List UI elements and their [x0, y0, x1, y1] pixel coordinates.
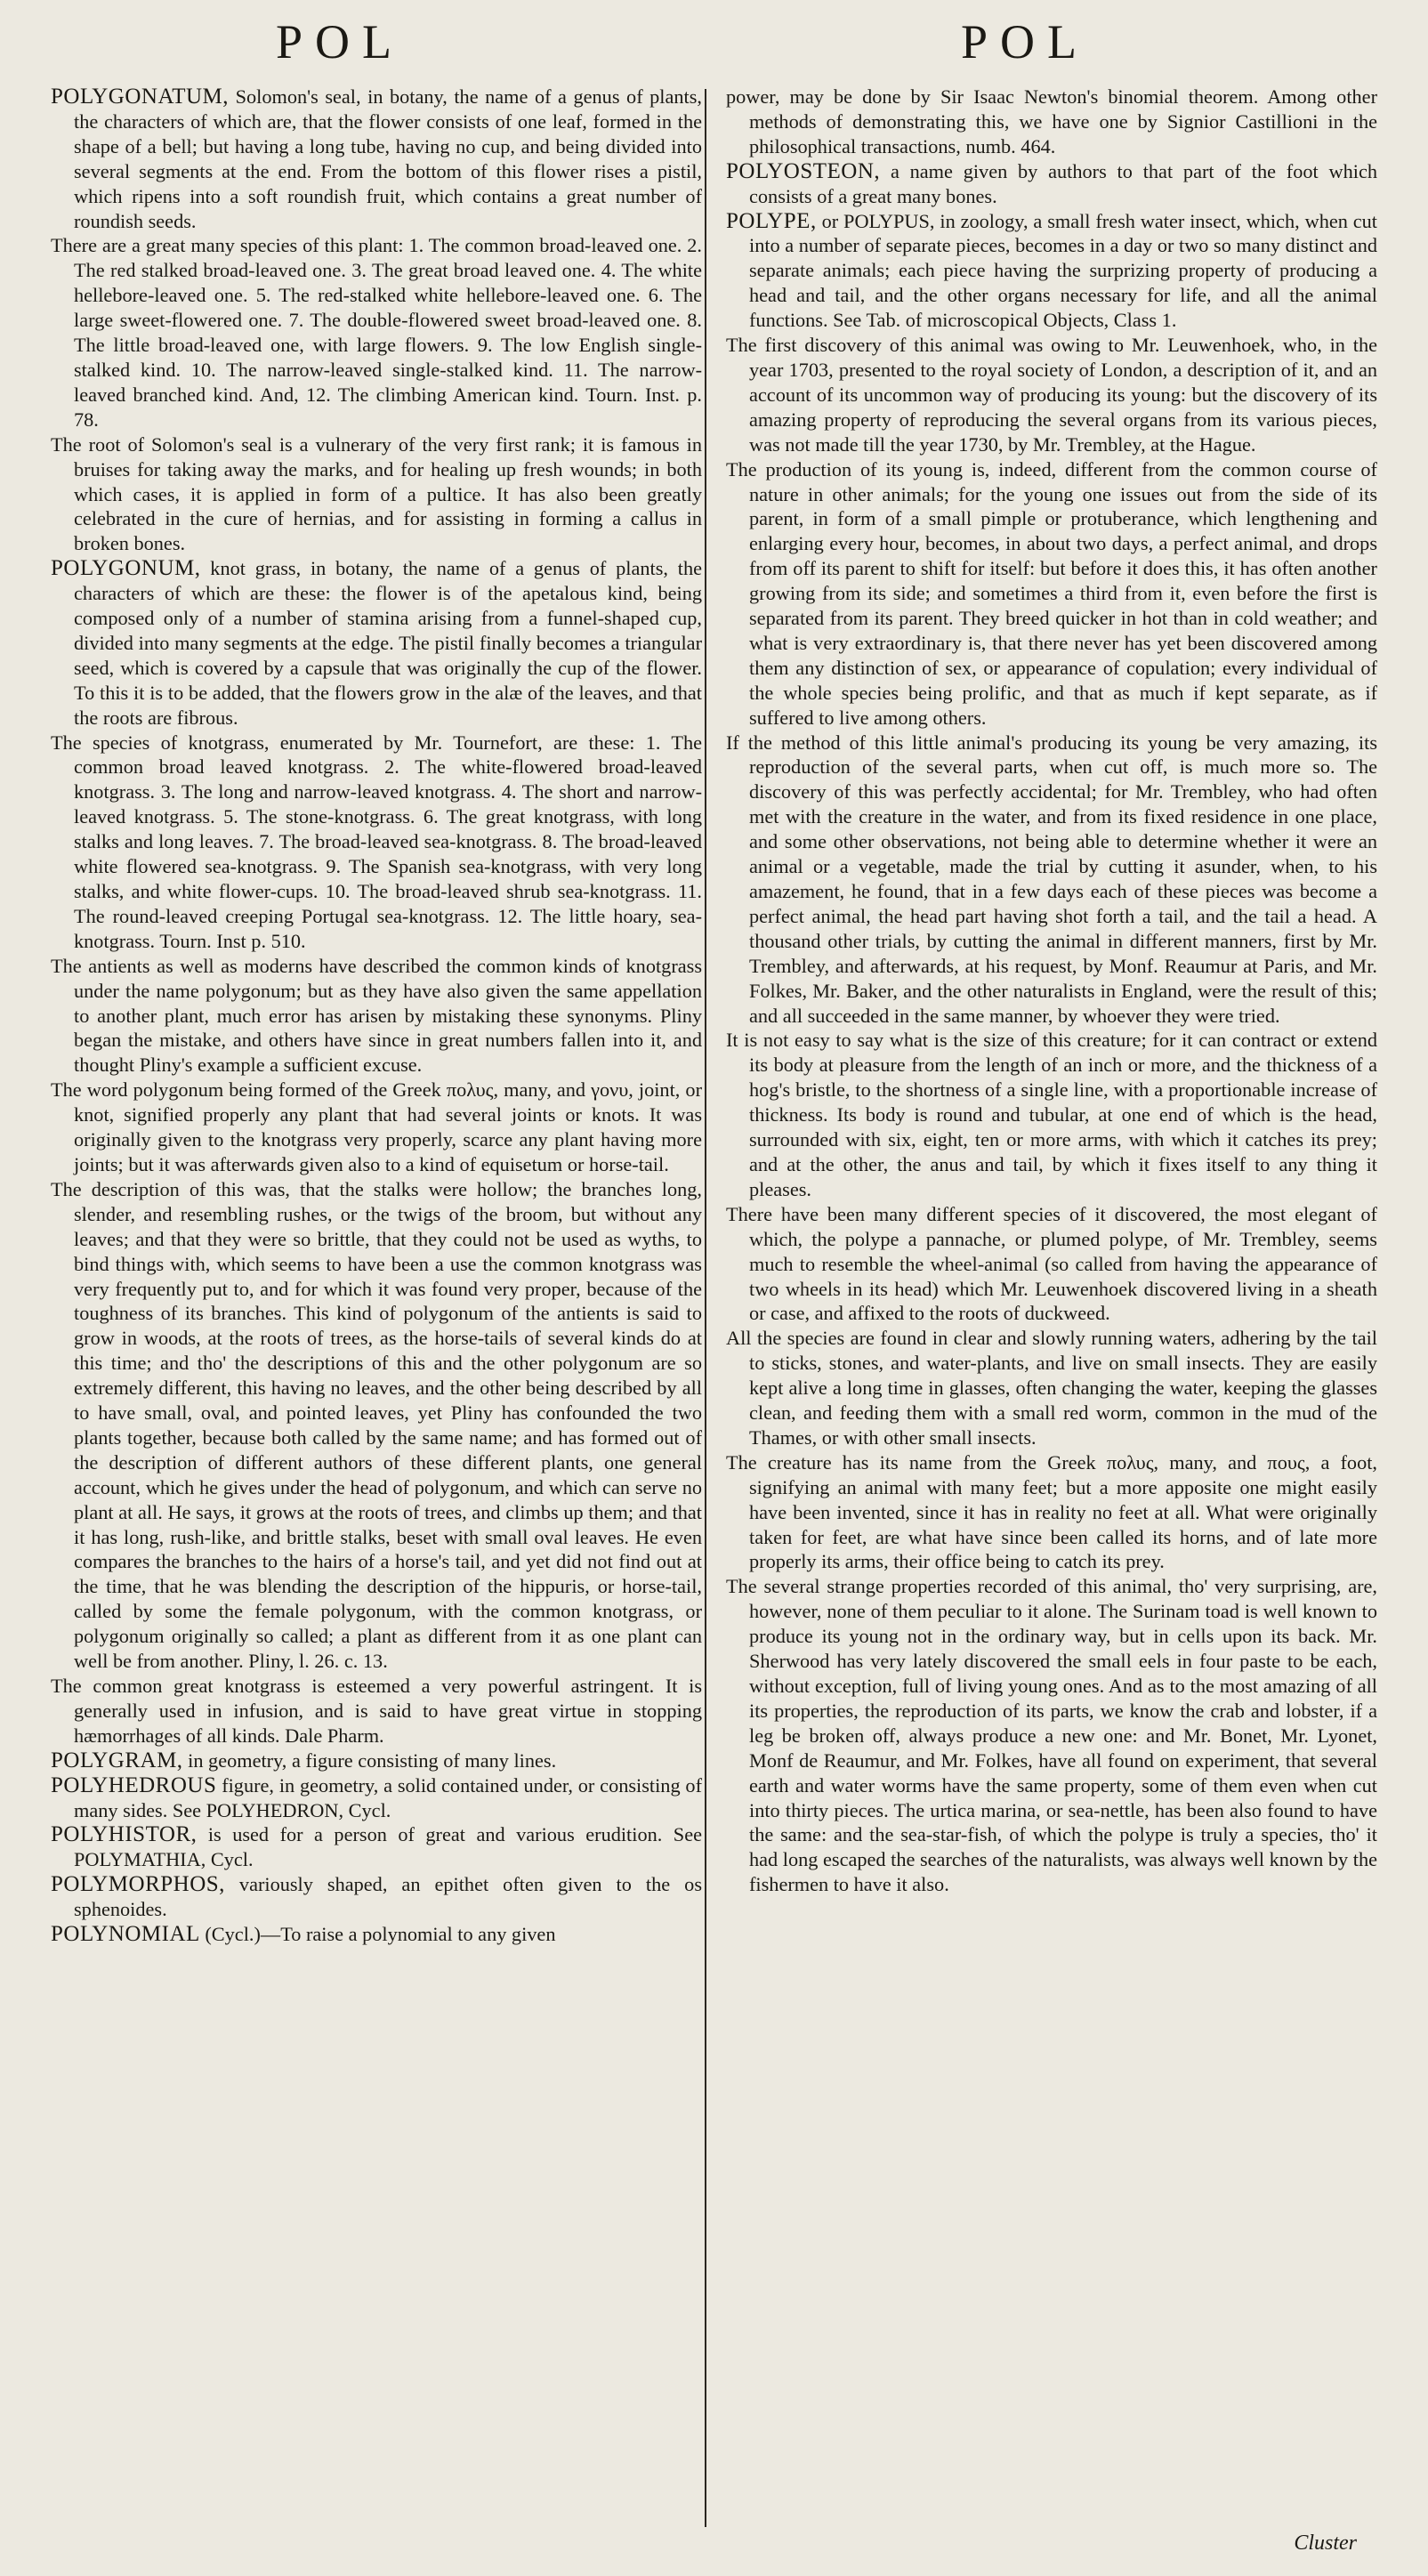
right-column [726, 85, 1377, 1897]
entry-text: The antients as well as moderns have described the common kinds of knotgrass under the name polygonum; but as they have also given the same appellation to another plant, much error has arisen by mistaking these synonyms. Pliny began the mistake, and others have since in great numbers fallen into it, and thought Pliny's example a sufficient excuse. [51, 954, 702, 1077]
entry-paragraph [726, 731, 1377, 1029]
entry-text: It is not easy to say what is the size of this creature; for it can contract or extend its body at pleasure from the length of an inch or more, and the thickness of a hog's bristle, to the shortness of a single line, with a proportionable increase of thickness. Its body is round and tubular, at one end of which is the head, surrounded with six, eight, ten or more arms, with which it catches its prey; and at the other, the anus and tail, by which it fixes itself to any thing it pleases. [726, 1029, 1377, 1200]
entry-paragraph [726, 1028, 1377, 1201]
entry-paragraph [726, 85, 1377, 159]
entry-text: All the species are found in clear and slowly running waters, adhering by the tail to sticks, stones, and water-plants, and live on small insects. They are easily kept alive a long time in glasses, often changing the water, keeping the glasses clean, and feeding them with a small red worm, common in the mud of the Thames, or with other small insects. [726, 1327, 1377, 1449]
dictionary-entry [51, 1773, 702, 1823]
headword: POLYNOMIAL [51, 1922, 200, 1947]
entry-paragraph [726, 1574, 1377, 1897]
entry-text: The description of this was, that the stalks were hollow; the branches long, slender, and resembling rushes, or the twigs of the broom, but without any leaves; and that they were so brittle, that they could not be used as wyths, to bind things with, which seems to have been a use the common knotgrass was very frequently put to, and for which it was found very proper, because of the toughness of its branches. This kind of polygonum of the antients is said to grow in woods, at the roots of trees, as the horse-tails of several kinds do at this time; and tho' the descriptions of this and the other polygonum are so extremely different, this having no leaves, and the other being described by all to have small, oval, and pointed leaves, yet Pliny has confounded the two plants together, because both called by the same name; and has formed out of the description of different authors of these different plants, one general account, which he gives under the head of polygonum, and which can serve no plant at all. He says, it grows at the roots of trees, and climbs up them; and that it has long, rush-like, and brittle stalks, beset with small oval leaves. He even compares the branches to the hairs of a horse's tail, and yet did not find out at the time, that he was blending the description of the hippuris, or horse-tail, called by some the female polygonum, with the common knotgrass, or polygonum originally so called; a plant as different from it as one plant can well be from another. Pliny, l. 26. c. 13. [51, 1177, 702, 1673]
entry-text: in geometry, a figure consisting of many lines. [188, 1748, 557, 1772]
dictionary-entry [51, 1822, 702, 1872]
entry-text: a name given by authors to that part of the foot which consists of a great many bones. [749, 159, 1377, 207]
entry-text: The common great knotgrass is esteemed a very powerful astringent. It is generally used in infusion, and is said to have great virtue in stopping hæmorrhages of all kinds. Dale Pharm. [51, 1675, 702, 1747]
entry-text: The root of Solomon's seal is a vulnerary of the very first rank; it is famous in bruises for taking away the marks, and for healing up fresh wounds; in both which cases, it is applied in form of a pultice. It has also been greatly celebrated in the cure of hernias, and for assisting in forming a callus in broken bones. [51, 432, 702, 555]
entry-text: The creature has its name from the Greek πολυς, many, and πους, a foot, signifying an animal with many feet; but a more apposite one might easily have been invented, since it has in reality no feet at all. What were originally taken for feet, are what have since been called its horns, and of late more properly its arms, their office being to catch its prey. [726, 1450, 1377, 1573]
entry-paragraph [726, 457, 1377, 731]
running-head-left: POL [276, 15, 405, 69]
entry-text: figure, in geometry, a solid contained under, or consisting of many sides. See POLYHEDRON, Cycl. [74, 1773, 703, 1821]
entry-paragraph [726, 1450, 1377, 1575]
entry-paragraph [726, 333, 1377, 457]
entry-paragraph [51, 1177, 702, 1674]
entry-text: The species of knotgrass, enumerated by Mr. Tournefort, are these: 1. The common broad leaved knotgrass. 2. The white-flowered broad-leaved knotgrass. 3. The long and narrow-leaved knotgrass. 4. The short and narrow-leaved knotgrass. 5. The stone-knotgrass. 6. The great knotgrass, with long stalks and long leaves. 7. The broad-leaved sea-knotgrass. 8. The broad-leaved white flowered sea-knotgrass. 9. The Spanish sea-knotgrass, with very long stalks, and white flower-cups. 10. The broad-leaved shrub sea-knotgrass. 11. The round-leaved creeping Portugal sea-knotgrass. 12. The little hoary, sea-knotgrass. Tourn. Inst p. 510. [51, 731, 702, 952]
left-column [51, 85, 702, 1947]
entry-text: The production of its young is, indeed, different from the common course of nature in other animals; for the young one issues out from the side of its parent, in form of a small pimple or protuberance, which lengthening and enlarging every hour, becomes, in about two days, a perfect animal, and drops from off its parent to shift for itself: but before it does this, it has often another growing from its side; and sometimes a third from it, even before the first is separated from its parent. They breed quicker in hot than in cold weather; and what is very extraordinary is, that there never has yet been discovered among them any distinction of sex, or appearance of copulation; every individual of the whole species being prolific, and that as much if kept separate, as if suffered to live among others. [726, 457, 1377, 729]
entry-paragraph [51, 731, 702, 954]
entry-text: or POLYPUS, in zoology, a small fresh water insect, which, when cut into a number of separate pieces, becomes in a day or two so many distinct and separate animals; each piece having the surprizing property of producing a head and tail, and the other organs necessary for life, and all the animal functions. See Tab. of microscopical Objects, Class 1. [749, 209, 1377, 332]
headword: POLYMORPHOS, [51, 1872, 225, 1897]
entry-paragraph [51, 954, 702, 1078]
dictionary-entry [51, 1872, 702, 1922]
entry-text: variously shaped, an epithet often given to the os sphenoides. [74, 1873, 702, 1921]
headword: POLYHISTOR, [51, 1822, 198, 1847]
entry-text: Solomon's seal, in botany, the name of a genus of plants, the characters of which are, that the flower consists of one leaf, formed in the shape of a bell; but having a long tube, having no cup, and being divided into several segments at the end. From the bottom of this flower rises a pistil, which ripens into a soft roundish fruit, which contains a great number of roundish seeds. [74, 85, 702, 232]
headword: POLYGONATUM, [51, 85, 230, 109]
headword: POLYPE, [726, 208, 817, 233]
entry-paragraph [51, 1078, 702, 1177]
entry-text: The first discovery of this animal was owing to Mr. Leuwenhoek, who, in the year 1703, presented to the royal society of London, a description of it, and an account of its uncommon way of producing its young: but the discovery of its amazing property of reproducing the several organs from its various pieces, was not made till the year 1730, by Mr. Trembley, at the Hague. [726, 334, 1377, 456]
dictionary-entry [51, 1922, 702, 1947]
entry-paragraph [726, 1326, 1377, 1450]
entry-text: There have been many different species of it discovered, the most elegant of which, the polype a pannache, or plumed polype, of Mr. Trembley, seems much to resemble the wheel-animal (so called from having the appearance of two wheels in its head) which Mr. Leuwenhoek discovered living in a sheath or case, and affixed to the roots of duckweed. [726, 1202, 1377, 1325]
entry-text: If the method of this little animal's producing its young be very amazing, its reproduction of the several parts, when cut off, is much more so. The discovery of this was perfectly accidental; for Mr. Trembley, who had often met with the creature in the water, and from its fixed residence in one place, and some other observations, not being able to determine whether it were an animal or a vegetable, made the trial by cutting it asunder, when, to his amazement, he found, that in a few days each of these pieces was become a perfect animal, the head part having shot forth a tail, and the tail a head. A thousand other trials, by cutting the animal in different manners, first by Mr. Trembley, and afterwards, at his request, by Monf. Reaumur at Paris, and Mr. Folkes, Mr. Baker, and the other naturalists in England, were the result of this; and all succeeded in the same manner, by whoever they were tried. [726, 731, 1377, 1027]
entry-paragraph [51, 1674, 702, 1748]
entry-text: is used for a person of great and various erudition. See POLYMATHIA, Cycl. [74, 1823, 702, 1871]
entry-paragraph [726, 1202, 1377, 1327]
dictionary-entry [726, 159, 1377, 209]
entry-paragraph [51, 432, 702, 557]
headword: POLYGRAM, [51, 1748, 183, 1773]
entry-text: (Cycl.)—To raise a polynomial to any given [205, 1923, 556, 1946]
headword: POLYHEDROUS [51, 1773, 217, 1797]
entry-text: power, may be done by Sir Isaac Newton's binomial theorem. Among other methods of demonstrating this, we have one by Signior Castillioni in the philosophical transactions, numb. 464. [726, 85, 1377, 157]
dictionary-entry [51, 1748, 702, 1773]
headword: POLYOSTEON, [726, 158, 881, 183]
entry-text: There are a great many species of this plant: 1. The common broad-leaved one. 2. The red stalked broad-leaved one. 3. The great broad leaved one. 4. The white hellebore-leaved one. 5. The red-stalked white hellebore-leaved one. 6. The large sweet-flowered one. 7. The double-flowered sweet broad-leaved one. 8. The little broad-leaved one, with large flowers. 9. The low English single-stalked kind. 10. The narrow-leaved single-stalked kind. 11. The narrow-leaved branched kind. And, 12. The climbing American kind. Tourn. Inst. p. 78. [51, 234, 702, 431]
entry-text: The several strange properties recorded of this animal, tho' very surprising, are, however, none of them peculiar to it alone. The Surinam toad is well known to produce its young not in the ordinary way, but in cells upon its back. Mr. Sherwood has very lately discovered the small eels in four paste to be each, without exception, full of living young ones. And as to the most amazing of all its properties, the reproduction of its parts, we know the crab and lobster, if a leg be broken off, always produce a new one: and Mr. Bonet, Mr. Lyonet, Monf de Reaumur, and Mr. Folkes, have all found on experiment, that several earth and water worms have the same property, some of them even when cut into thirty pieces. The urtica marina, or sea-nettle, has been also found to have the same: and the sea-star-fish, of which the polype is truly a species, tho' it had long escaped the searches of the naturalists, was always well known by the fishermen to have it also. [726, 1575, 1377, 1896]
entry-text: knot grass, in botany, the name of a genus of plants, the characters of which are these: the flower is of the apetalous kind, being composed only of a number of stamina arising from a funnel-shaped cup, divided into many segments at the edge. The pistil finally becomes a triangular seed, which is covered by a capsule that was originally the cup of the flower. To this it is to be added, that the flowers grow in the alæ of the leaves, and that the roots are fibrous. [74, 557, 703, 729]
headword: POLYGONUM, [51, 556, 201, 581]
dictionary-entry [726, 209, 1377, 334]
dictionary-entry [51, 85, 702, 233]
column-rule [705, 89, 706, 2527]
entry-text: The word polygonum being formed of the Greek πολυς, many, and γονυ, joint, or knot, signified properly any plant that had several joints or knots. It was originally given to the knotgrass very properly, scarce any plant having more joints; but it was afterwards given also to a kind of equisetum or horse-tail. [51, 1078, 702, 1175]
catchword: Cluster [1294, 2532, 1357, 2555]
entry-paragraph [51, 233, 702, 432]
dictionary-entry [51, 556, 702, 730]
running-head-right: POL [961, 15, 1090, 69]
